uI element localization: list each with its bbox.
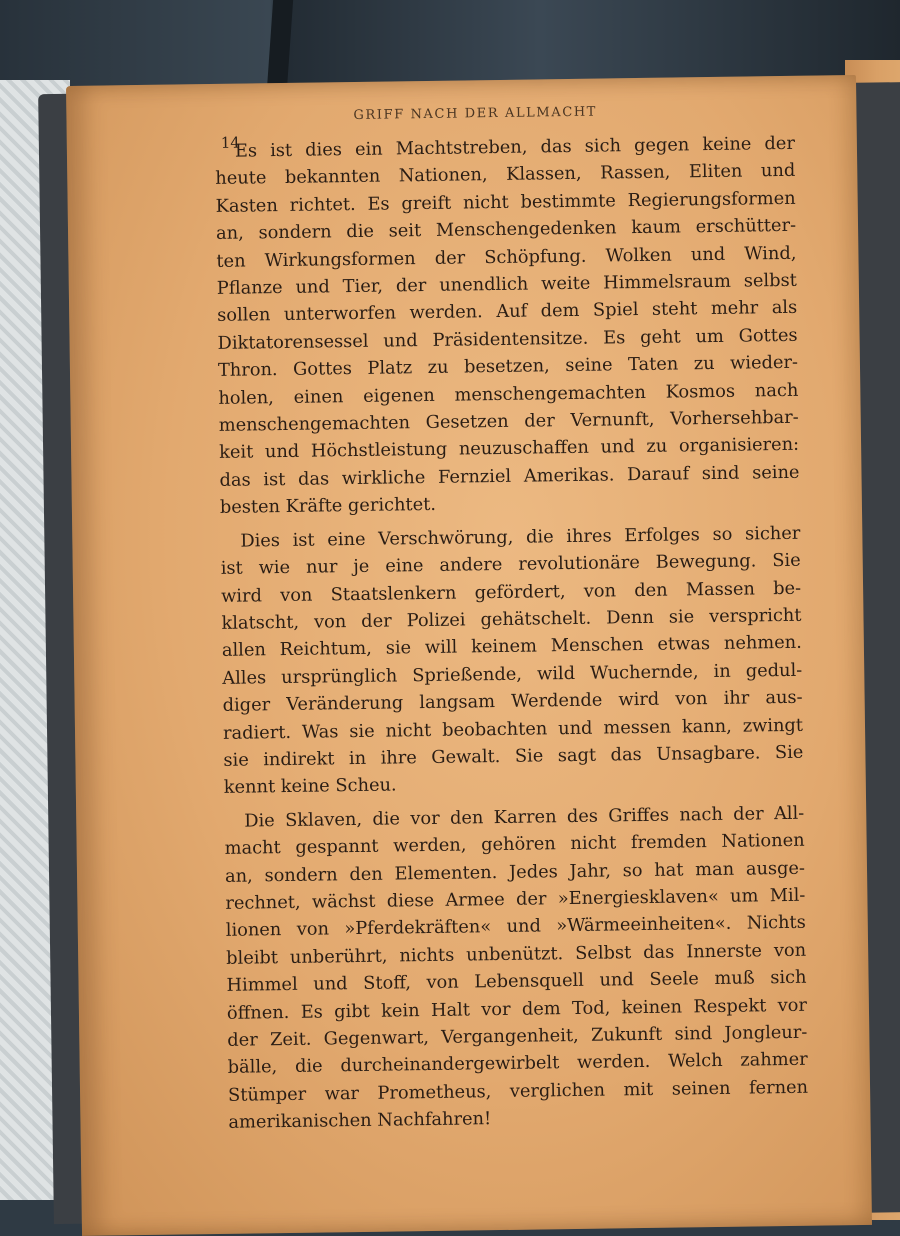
paragraph-1	[215, 130, 800, 522]
text-line: bleibt unberührt, nichts unbenützt. Selbst das Innerste von	[226, 939, 807, 969]
text-line: an, sondern den Elementen. Jedes Jahr, so hat man ausge-	[224, 857, 806, 887]
text-line: an, sondern die seit Menschengedenken kaum erschütter-	[215, 215, 797, 245]
text-line: keit und Höchstleistung neuzuschaffen und zu organisieren:	[218, 434, 800, 464]
text-line: Kasten richtet. Es greift nicht bestimmte Regierungsformen	[215, 187, 796, 217]
text-line: allen Reichtum, sie will keinem Menschen etwas nehmen.	[221, 632, 802, 662]
text-line: ist wie nur je eine andere revolutionäre Bewegung. Sie	[220, 549, 801, 579]
text-line: wird von Staatslenkern gefördert, von den Massen be-	[220, 577, 802, 607]
text-line: Diktatorensessel und Präsidentensitze. Es geht um Gottes	[217, 324, 798, 354]
text-line: lionen von »Pferdekräften« und »Wärmeeinheiten«. Nichts	[225, 912, 806, 942]
text-line: Himmel und Stoff, von Lebensquell und Seele muß sich	[226, 966, 807, 997]
text-line: sollen unterworfen werden. Auf dem Spiel steht mehr als	[217, 297, 798, 327]
paragraph-2	[220, 519, 804, 801]
text-line: der Zeit. Gegenwart, Vergangenheit, Zukunft sind Jongleur-	[227, 1021, 808, 1051]
text-line: kennt keine Scheu.	[223, 774, 397, 799]
text-line: Thron. Gottes Platz zu besetzen, seine Taten zu wieder-	[217, 352, 799, 382]
text-line: menschengemachten Gesetzen der Vernunft, Vorhersehbar-	[218, 406, 799, 436]
text-line: besten Kräfte gerichtet.	[219, 494, 437, 519]
text-line: ten Wirkungsformen der Schöpfung. Wolken und Wind,	[216, 242, 797, 272]
running-header: GRIFF NACH DER ALLMACHT	[353, 104, 598, 123]
text-line: radiert. Was sie nicht beobachten und messen kann, zwingt	[222, 714, 804, 744]
text-line: Pflanze und Tier, der unendlich weite Himmelsraum selbst	[216, 269, 797, 299]
text-line: amerikanischen Nachfahren!	[228, 1108, 492, 1134]
paragraph-3	[224, 800, 809, 1137]
text-line: sie indirekt in ihre Gewalt. Sie sagt das Unsagbare. Sie	[223, 741, 804, 771]
text-line: holen, einen eigenen menschengemachten Kosmos nach	[218, 379, 799, 409]
text-line: Alles ursprünglich Sprießende, wild Wuchernde, in gedul-	[222, 659, 803, 689]
text-line: öffnen. Es gibt kein Halt vor dem Tod, keinen Respekt vor	[226, 994, 808, 1024]
text-line: Es ist dies ein Machtstreben, das sich gegen keine der	[234, 132, 796, 162]
text-line: Stümper war Prometheus, verglichen mit seinen fernen	[227, 1076, 809, 1106]
text-line: Die Sklaven, die vor den Karren des Griffes nach der All-	[244, 802, 805, 832]
text-line: Dies ist eine Verschwörung, die ihres Erfolges so sicher	[240, 522, 801, 552]
text-line: diger Veränderung langsam Werdende wird von ihr aus-	[222, 686, 803, 716]
page-number: 14	[220, 133, 241, 152]
body-text	[215, 130, 809, 1137]
text-line: heute bekannten Nationen, Klassen, Rassen, Eliten und	[215, 160, 796, 190]
text-line: macht gespannt werden, gehören nicht fremden Nationen	[224, 829, 805, 860]
text-line: rechnet, wächst diese Armee der »Energiesklaven« um Mil-	[225, 884, 806, 914]
text-line: klatscht, von der Polizei gehätschelt. Denn sie verspricht	[221, 604, 802, 634]
text-line: bälle, die durcheinandergewirbelt werden. Welch zahmer	[227, 1049, 808, 1079]
book-page	[66, 75, 872, 1236]
text-line: das ist das wirkliche Fernziel Amerikas. Darauf sind seine	[219, 461, 800, 491]
